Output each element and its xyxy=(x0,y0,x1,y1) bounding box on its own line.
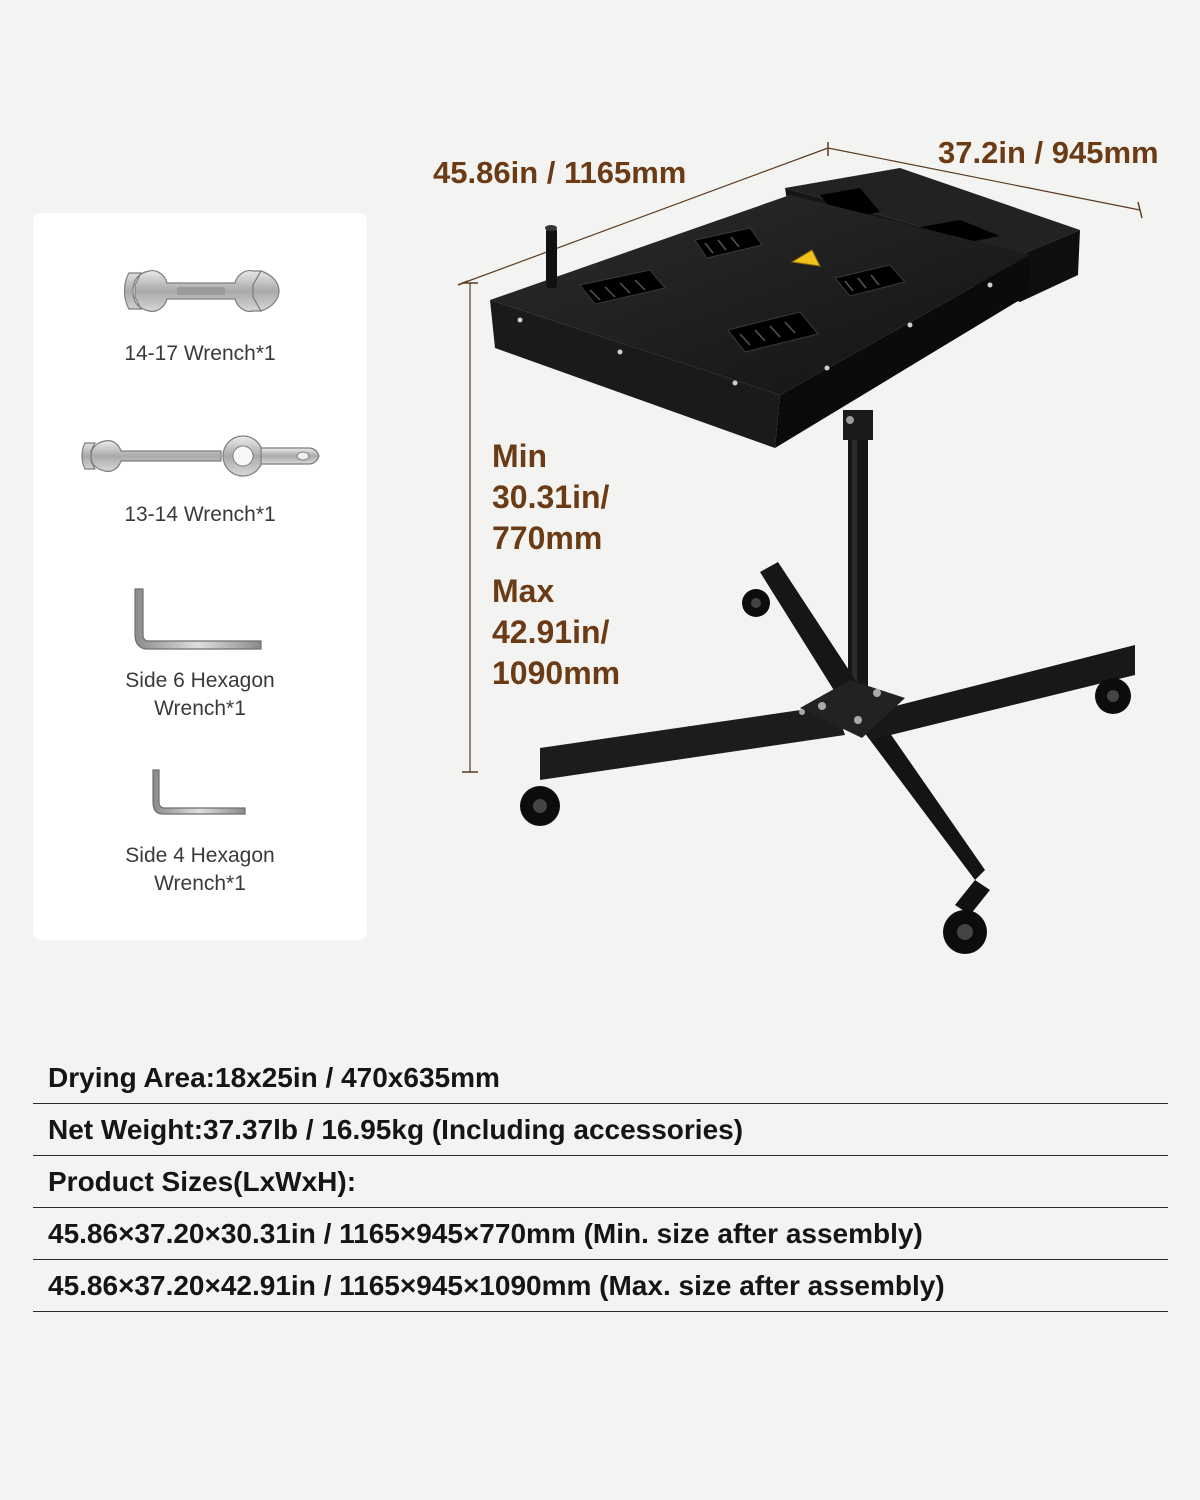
accessory-label-line: Wrench*1 xyxy=(154,697,246,720)
spec-row-min-size: 45.86×37.20×30.31in / 1165×945×770mm (Min. size after assembly) xyxy=(33,1208,1168,1260)
spec-table xyxy=(33,1052,1168,1312)
height-min-inches: 30.31in/ xyxy=(492,479,610,515)
height-min-label: Min xyxy=(492,438,548,474)
accessory-label-line: Wrench*1 xyxy=(154,872,246,895)
spec-row-product-sizes: Product Sizes(LxWxH): xyxy=(33,1156,1168,1208)
accessory-label-line: Side 6 Hexagon xyxy=(125,669,275,692)
spec-row-max-size: 45.86×37.20×42.91in / 1165×945×1090mm (Max. size after assembly) xyxy=(33,1260,1168,1312)
height-max-label: Max xyxy=(492,573,555,609)
accessory-label-line: Side 4 Hexagon xyxy=(125,844,275,867)
height-min-mm: 770mm xyxy=(492,520,603,556)
height-max-mm: 1090mm xyxy=(492,655,621,691)
accessory-label: 14-17 Wrench*1 xyxy=(124,342,276,365)
width-dimension: 37.2in / 945mm xyxy=(938,135,1159,170)
height-max-inches: 42.91in/ xyxy=(492,614,610,650)
length-dimension: 45.86in / 1165mm xyxy=(433,155,687,190)
flash-dryer-illustration xyxy=(450,130,1170,970)
spec-row-net-weight: Net Weight:37.37lb / 16.95kg (Including accessories) xyxy=(33,1104,1168,1156)
accessory-label: 13-14 Wrench*1 xyxy=(124,503,276,526)
spec-row-drying-area: Drying Area:18x25in / 470x635mm xyxy=(33,1052,1168,1104)
